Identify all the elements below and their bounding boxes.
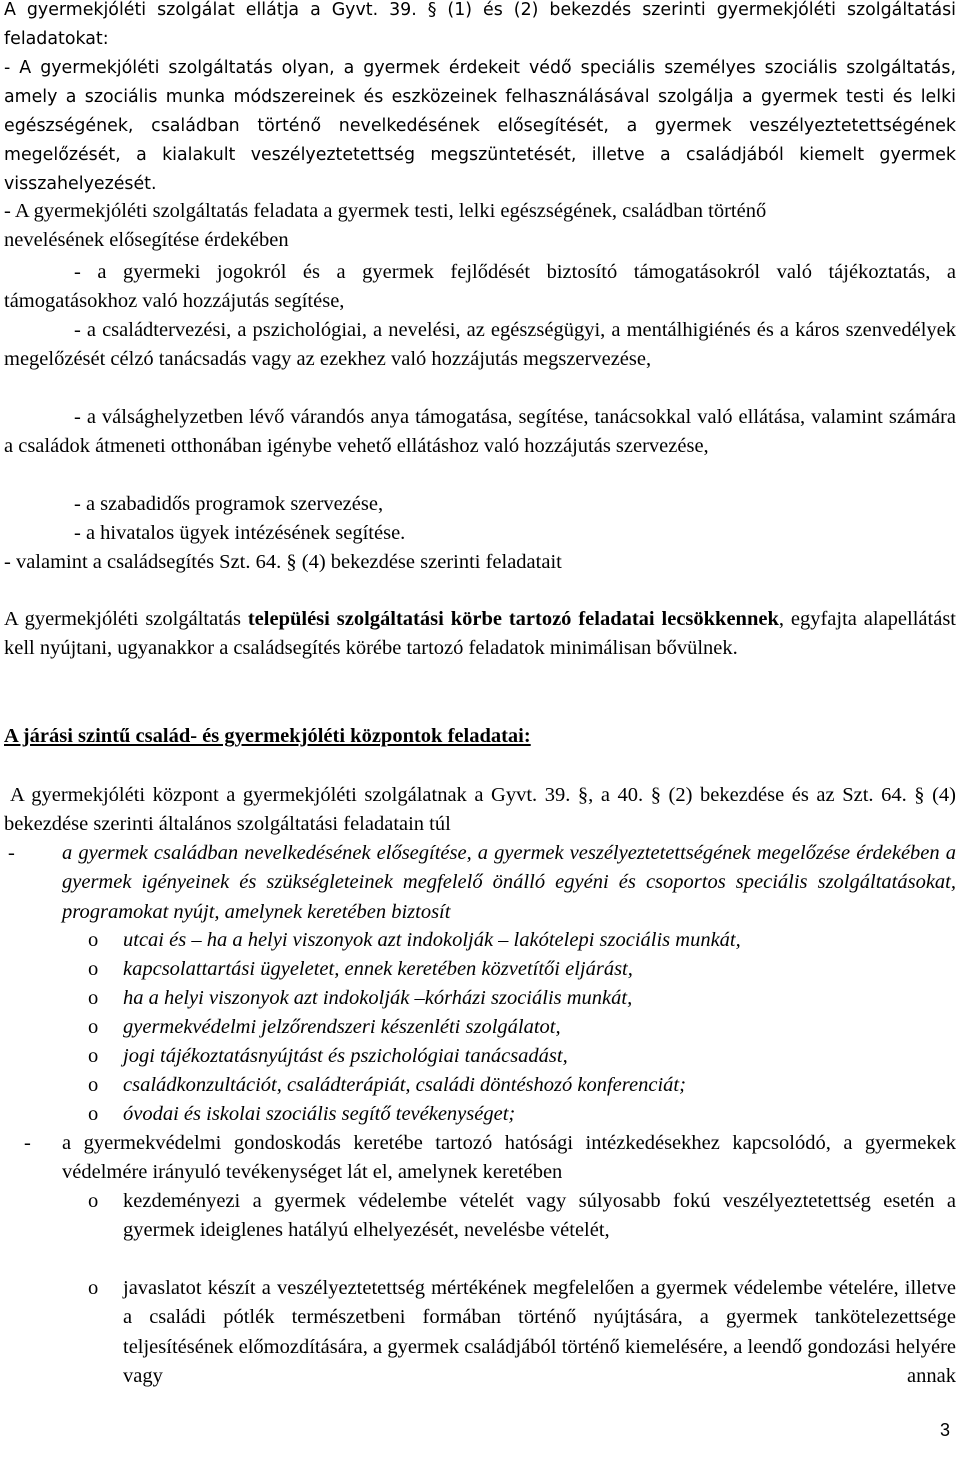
bullet-marker: o	[88, 1016, 99, 1038]
bullet-marker: o	[88, 1277, 99, 1299]
section-item-1-text: a gyermek családban nevelkedésének elősegítése, a gyermek veszélyeztetettségének megelőzése érdekében a gyermek igényeinek és szükségleteinek megfelelő önálló egyéni és csoportos speciális szolgáltatásokat, programokat nyújt, amelynek keretében biztosít	[62, 842, 956, 923]
tasks-item: - a hivatalos ügyek intézésének segítése.	[74, 522, 406, 544]
list-item-text: javaslatot készít a veszélyeztetettség mértékének megfelelően a gyermek védelembe vételére, illetve a családi pótlék természetbeni formában történő nyújtására, a gyermek tankötelezettsége teljesítésének előmozdítására, a gyermek családjából történő kiemelésére, a leendő gondozási helyére vagy annak	[123, 1277, 956, 1387]
section-heading: A járási szintű család- és gyermekjóléti központok feladatai:	[4, 725, 531, 747]
bullet-marker: o	[88, 1074, 99, 1096]
tasks-lead-line-1: - A gyermekjóléti szolgáltatás feladata a gyermek testi, lelki egészségének, családban történő	[4, 200, 767, 222]
list-item-text: utcai és – ha a helyi viszonyok azt indokolják – lakótelepi szociális munkát,	[123, 929, 741, 951]
list-item-text: ha a helyi viszonyok azt indokolják –kórházi szociális munkát,	[123, 987, 633, 1009]
bullet-marker: o	[88, 1045, 99, 1067]
list-item-text: kezdeményezi a gyermek védelembe vételét vagy súlyosabb fokú veszélyeztetettség esetén a gyermek ideiglenes hatályú elhelyezését, nevelésbe vételét,	[123, 1190, 956, 1242]
tasks-lead-line-2: nevelésének elősegítése érdekében	[4, 229, 289, 251]
page-number: 3	[939, 1420, 950, 1440]
bullet-marker: o	[88, 958, 99, 980]
tasks-item: - a gyermeki jogokról és a gyermek fejlődését biztosító támogatásokról való tájékoztatás, a támogatásokhoz való hozzájutás segítése,	[4, 261, 956, 313]
list-item-text: óvodai és iskolai szociális segítő tevékenységet;	[123, 1103, 516, 1125]
bullet-marker: o	[88, 987, 99, 1009]
reduction-text-2: , egyfajta alapellátást kell nyújtani, ugyanakkor a családsegítés körébe tartozó feladatok minimálisan bővülnek.	[4, 608, 956, 660]
intro-paragraph: A gyermekjóléti szolgálat ellátja a Gyvt. 39. § (1) és (2) bekezdés szerinti gyermekjóléti szolgáltatási feladatokat:	[4, 0, 956, 49]
section-intro: A gyermekjóléti központ a gyermekjóléti szolgálatnak a Gyvt. 39. §, a 40. § (2) bekezdése és az Szt. 64. § (4) bekezdése szerinti általános szolgáltatási feladatain túl	[4, 784, 956, 836]
reduction-bold-text: települési szolgáltatási körbe tartozó feladatai lecsökkennek	[247, 608, 779, 630]
list-item-text: kapcsolattartási ügyeletet, ennek keretében közvetítői eljárást,	[123, 958, 633, 980]
dash-marker: -	[8, 842, 15, 864]
list-item-text: jogi tájékoztatásnyújtást és pszichológiai tanácsadást,	[123, 1045, 568, 1067]
bullet-marker: o	[88, 929, 99, 951]
dash-marker: -	[24, 1132, 31, 1154]
intro-item-paragraph: - A gyermekjóléti szolgáltatás olyan, a gyermek érdekeit védő speciális személyes szociális szolgáltatás, amely a szociális munka módszereinek és eszközeinek felhasználásával szolgálja a gyermek testi és lelki egészségének, családban történő nevelkedésének elősegítését, a gyermek veszélyeztetettségének megelőzését, a kialakult veszélyeztetettség megszüntetését, illetve a családjából kiemelt gyermek visszahelyezését.	[4, 58, 956, 194]
reduction-text-1: A gyermekjóléti szolgáltatás	[4, 608, 248, 630]
tasks-closing: - valamint a családsegítés Szt. 64. § (4) bekezdése szerinti feladatait	[4, 551, 562, 573]
list-item-text: gyermekvédelmi jelzőrendszeri készenléti szolgálatot,	[123, 1016, 561, 1038]
tasks-item: - a válsághelyzetben lévő várandós anya támogatása, segítése, tanácsokkal való ellátása, valamint számára a családok átmeneti otthonában igénybe vehető ellátáshoz való hozzájutás szervezése,	[4, 406, 956, 458]
bullet-marker: o	[88, 1103, 99, 1125]
tasks-item: - a családtervezési, a pszichológiai, a nevelési, az egészségügyi, a mentálhigiénés és a káros szenvedélyek megelőzését célzó tanácsadás vagy az ezekhez való hozzájutás megszervezése,	[4, 319, 956, 371]
section-item-2-text: a gyermekvédelmi gondoskodás keretébe tartozó hatósági intézkedésekhez kapcsolódó, a gyermekek védelmére irányuló tevékenységet lát el, amelynek keretében	[62, 1132, 956, 1184]
bullet-marker: o	[88, 1190, 99, 1212]
tasks-item: - a szabadidős programok szervezése,	[74, 493, 384, 515]
list-item-text: családkonzultációt, családterápiát, családi döntéshozó konferenciát;	[123, 1074, 686, 1096]
reduction-paragraph	[4, 605, 956, 664]
